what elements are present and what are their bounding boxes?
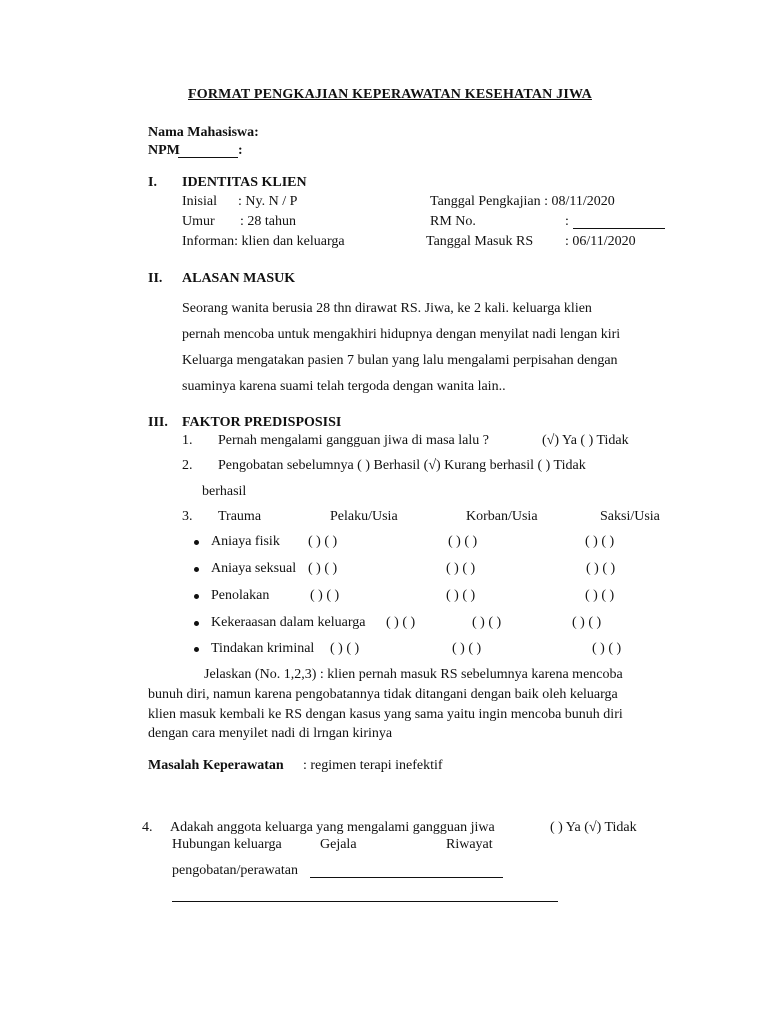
trauma-row-korban: ( ) ( ) — [448, 534, 478, 549]
section2-number: II. — [148, 271, 163, 286]
trauma-row-pelaku: ( ) ( ) — [308, 534, 338, 549]
tanggal-pengkajian: Tanggal Pengkajian : 08/11/2020 — [430, 194, 615, 209]
rm-colon: : — [565, 214, 569, 229]
informan: Informan: klien dan keluarga — [182, 234, 345, 249]
alasan-line-4: suaminya karena suami telah tergoda dengan wanita lain.. — [182, 379, 506, 394]
bullet-icon — [194, 594, 199, 599]
q2-text: Pengobatan sebelumnya ( ) Berhasil (√) Kurang berhasil ( ) Tidak — [218, 458, 586, 473]
alasan-line-3: Keluarga mengatakan pasien 7 bulan yang lalu mengalami perpisahan dengan — [182, 353, 618, 368]
trauma-row-saksi: ( ) ( ) — [585, 588, 615, 603]
bullet-icon — [194, 567, 199, 572]
trauma-row-korban: ( ) ( ) — [446, 588, 476, 603]
q4-number: 4. — [142, 820, 153, 835]
section2-heading: ALASAN MASUK — [182, 271, 296, 286]
npm-colon: : — [238, 143, 243, 158]
trauma-row-korban: ( ) ( ) — [452, 641, 482, 656]
umur-value: : 28 tahun — [240, 214, 296, 229]
q4-header-gejala: Gejala — [320, 837, 357, 852]
q2-continuation: berhasil — [202, 484, 247, 499]
trauma-row-pelaku: ( ) ( ) — [386, 615, 416, 630]
rm-underline — [573, 228, 665, 229]
tanggal-masuk-value: : 06/11/2020 — [565, 234, 636, 249]
trauma-row-pelaku: ( ) ( ) — [308, 561, 338, 576]
document-title: FORMAT PENGKAJIAN KEPERAWATAN KESEHATAN JIWA — [188, 87, 592, 102]
trauma-row-saksi: ( ) ( ) — [586, 561, 616, 576]
q4-blank-line — [172, 901, 558, 902]
trauma-row-label: Kekeraasan dalam keluarga — [211, 615, 366, 630]
bullet-icon — [194, 647, 199, 652]
trauma-row-saksi: ( ) ( ) — [572, 615, 602, 630]
q4-header-riwayat: Riwayat — [446, 837, 493, 852]
trauma-row-saksi: ( ) ( ) — [592, 641, 622, 656]
q4-options: ( ) Ya (√) Tidak — [550, 820, 637, 835]
q3-number: 3. — [182, 509, 193, 524]
trauma-row-label: Tindakan kriminal — [211, 641, 315, 656]
explain-line-4: dengan cara menyilet nadi di lrngan kirinya — [148, 726, 393, 741]
q3-header-pelaku: Pelaku/Usia — [330, 509, 398, 524]
trauma-row-pelaku: ( ) ( ) — [330, 641, 360, 656]
masalah-label: Masalah Keperawatan — [148, 758, 284, 773]
trauma-row-saksi: ( ) ( ) — [585, 534, 615, 549]
q1-text: Pernah mengalami gangguan jiwa di masa lalu ? — [218, 433, 489, 448]
tanggal-masuk-label: Tanggal Masuk RS — [426, 234, 534, 249]
q3-header-trauma: Trauma — [218, 509, 262, 524]
q4-text: Adakah anggota keluarga yang mengalami gangguan jiwa — [170, 820, 495, 835]
alasan-line-2: pernah mencoba untuk mengakhiri hidupnya dengan menyilat nadi lengan kiri — [182, 327, 621, 342]
inisial-value: : Ny. N / P — [238, 194, 298, 209]
umur-label: Umur — [182, 214, 215, 229]
npm-underline — [178, 157, 238, 158]
masalah-value: : regimen terapi inefektif — [303, 758, 443, 773]
alasan-line-1: Seorang wanita berusia 28 thn dirawat RS. Jiwa, ke 2 kali. keluarga klien — [182, 301, 592, 316]
npm-label: NPM — [148, 143, 180, 158]
explain-line-3: klien masuk kembali ke RS dengan kasus yang sama yaitu ingin mencoba bunuh diri — [148, 707, 623, 722]
section1-heading: IDENTITAS KLIEN — [182, 175, 307, 190]
trauma-row-label: Penolakan — [211, 588, 270, 603]
trauma-row-label: Aniaya fisik — [211, 534, 280, 549]
trauma-row-label: Aniaya seksual — [211, 561, 297, 576]
explain-line-2: bunuh diri, namun karena pengobatannya tidak ditangani dengan baik oleh keluarga — [148, 687, 618, 702]
q4-header-hubungan: Hubungan keluarga — [172, 837, 282, 852]
trauma-row-korban: ( ) ( ) — [446, 561, 476, 576]
q1-number: 1. — [182, 433, 193, 448]
section3-number: III. — [148, 415, 168, 430]
rm-label: RM No. — [430, 214, 476, 229]
bullet-icon — [194, 540, 199, 545]
q3-header-saksi: Saksi/Usia — [600, 509, 660, 524]
trauma-row-korban: ( ) ( ) — [472, 615, 502, 630]
student-name-label: Nama Mahasiswa: — [148, 125, 259, 140]
q4-pengobatan-underline — [310, 877, 503, 878]
bullet-icon — [194, 621, 199, 626]
explain-line-1: Jelaskan (No. 1,2,3) : klien pernah masuk RS sebelumnya karena mencoba — [204, 667, 623, 682]
section1-number: I. — [148, 175, 157, 190]
q4-pengobatan: pengobatan/perawatan — [172, 863, 298, 878]
q2-number: 2. — [182, 458, 193, 473]
q3-header-korban: Korban/Usia — [466, 509, 538, 524]
inisial-label: Inisial — [182, 194, 217, 209]
trauma-row-pelaku: ( ) ( ) — [310, 588, 340, 603]
q1-options: (√) Ya ( ) Tidak — [542, 433, 629, 448]
section3-heading: FAKTOR PREDISPOSISI — [182, 415, 342, 430]
